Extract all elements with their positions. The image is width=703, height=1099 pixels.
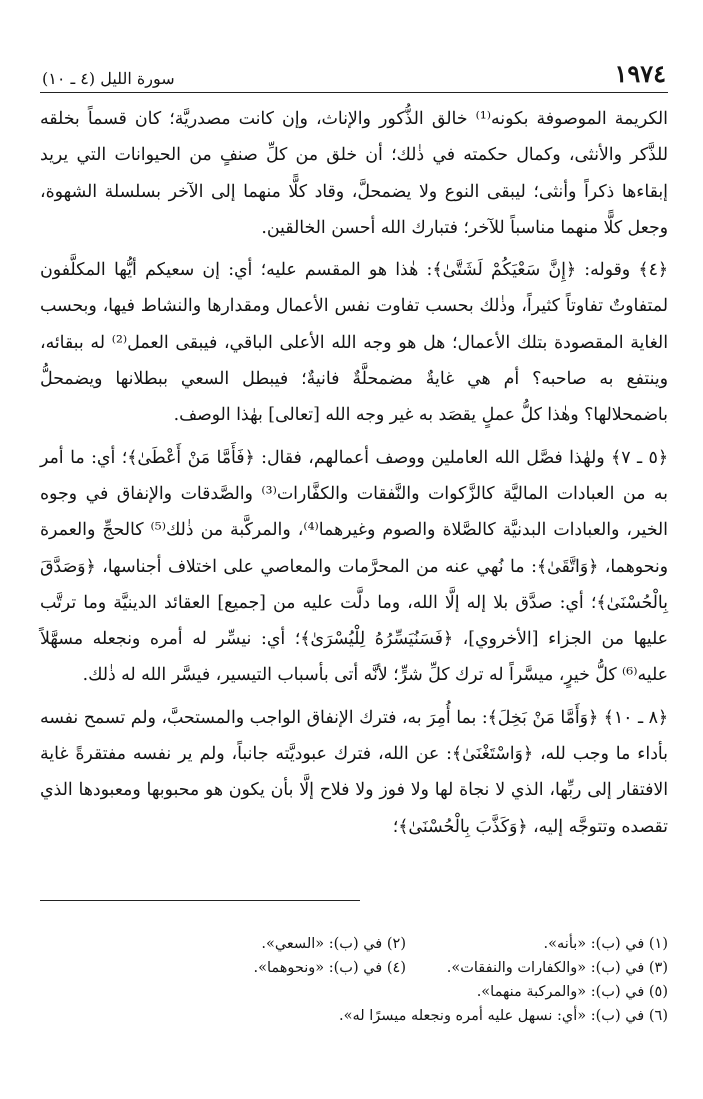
surah-title: سورة الليل (٤ ـ ١٠) bbox=[42, 69, 175, 88]
footnote-4: (٤) في (ب): «ونحوهما». bbox=[253, 960, 406, 976]
footnote-row bbox=[40, 1004, 668, 1028]
main-text bbox=[40, 101, 668, 845]
page-header bbox=[40, 58, 668, 93]
footnote-row bbox=[40, 980, 668, 1004]
footnote-row bbox=[40, 956, 668, 980]
footnote-5: (٥) في (ب): «والمركبة منهما». bbox=[476, 984, 668, 1000]
paragraph: ﴿٥ ـ ٧﴾ ولهٰذا فصَّل الله العاملين ووصف أعمالهم، فقال: ﴿فَأَمَّا مَنْ أَعْطَىٰ﴾؛ أي: ما أمر به من العبادات الماليَّة كالزَّكوات والنَّفقات والكفَّارات⁽³⁾ والصَّدقات والإنفاق في وجوه الخير، والعبادات البدنيَّة كالصَّلاة والصوم وغيرهما⁽⁴⁾، والمركَّبة من ذٰلك⁽⁵⁾ كالحجِّ والعمرة ونحوهما، ﴿وَاتَّقَىٰ﴾: ما نُهي عنه من المحرَّمات والمعاصي على اختلاف أجناسها، ﴿وَصَدَّقَ بِالْحُسْنَىٰ﴾؛ أي: صدَّق بلا إله إلَّا الله، وما دلَّت عليه من [جميع] العقائد الدينيَّة وما ترتَّب عليها من الجزاء [الأخروي]، ﴿فَسَنُيَسِّرُهُ لِلْيُسْرَىٰ﴾؛ أي: نيسِّر له أمره ونجعله مسهَّلاً عليه⁽⁶⁾ كلُّ خيرٍ، ميسَّراً له ترك كلِّ شرٍّ؛ لأنَّه أتى بأسباب التيسير، فيسَّر الله له ذٰلك. bbox=[40, 447, 668, 686]
paragraph: ﴿٨ ـ ١٠﴾ ﴿وَأَمَّا مَنْ بَخِلَ﴾: بما أُمِرَ به، فترك الإنفاق الواجب والمستحبَّ، ولم تسمح نفسه بأداء ما وجب لله، ﴿وَاسْتَغْنَىٰ﴾: عن الله، فترك عبوديَّته جانباً، ولم ير نفسه مفتقرةً غاية الافتقار إلى ربِّها، الذي لا نجاة لها ولا فوز ولا فلاح إلَّا بأن يكون هو محبوبها ومعبودها الذي تقصده وتتوجَّه إليه، ﴿وَكَذَّبَ بِالْحُسْنَىٰ﴾؛ bbox=[40, 707, 668, 837]
paragraph: الكريمة الموصوفة بكونه⁽¹⁾ خالق الذُّكور والإناث، وإن كانت مصدريَّة؛ كان قسماً بخلقه للذَّكر والأنثى، وكمال حكمته في ذٰلك؛ أن خلق من كلِّ صنفٍ من الحيوانات التي يريد إبقاءها ذكراً وأنثى؛ ليبقى النوع ولا يضمحلَّ، وقاد كلًّا منهما إلى الآخر بسلسلة الشهوة، وجعل كلًّا منهما مناسباً للآخر؛ فتبارك الله أحسن الخالقين. bbox=[40, 109, 668, 238]
footnotes bbox=[40, 932, 668, 1028]
page-number: ١٩٧٤ bbox=[614, 59, 666, 88]
footnote-1: (١) في (ب): «بأنه». bbox=[543, 936, 668, 952]
footnote-row bbox=[40, 932, 668, 956]
paragraph: ﴿٤﴾ وقوله: ﴿إِنَّ سَعْيَكُمْ لَشَتَّىٰ﴾: هٰذا هو المقسم عليه؛ أي: إن سعيكم أيُّها المكلَّفون لمتفاوتٌ تفاوتاً كثيراً، وذٰلك بحسب تفاوت نفس الأعمال ومقدارها والنشاط فيها، وبحسب الغاية المقصودة بتلك الأعمال؛ هل هو وجه الله الأعلى الباقي، فيبقى العمل⁽²⁾ له ببقائه، وينتفع به صاحبه؟ أم هي غايةٌ مضمحلَّةٌ فانيةٌ؛ فيبطل السعي ببطلانها ويضمحلُّ باضمحلالها؟ وهٰذا كلُّ عملٍ يقصَد به غير وجه الله [تعالى] بهٰذا الوصف. bbox=[40, 260, 668, 426]
footnote-2: (٢) في (ب): «السعي». bbox=[261, 936, 406, 952]
footnote-divider bbox=[40, 900, 360, 901]
book-page bbox=[40, 58, 668, 1078]
footnote-6: (٦) في (ب): «أي: نسهل عليه أمره ونجعله ميسرًا له». bbox=[338, 1008, 668, 1024]
footnote-3: (٣) في (ب): «والكفارات والنفقات». bbox=[446, 960, 668, 976]
